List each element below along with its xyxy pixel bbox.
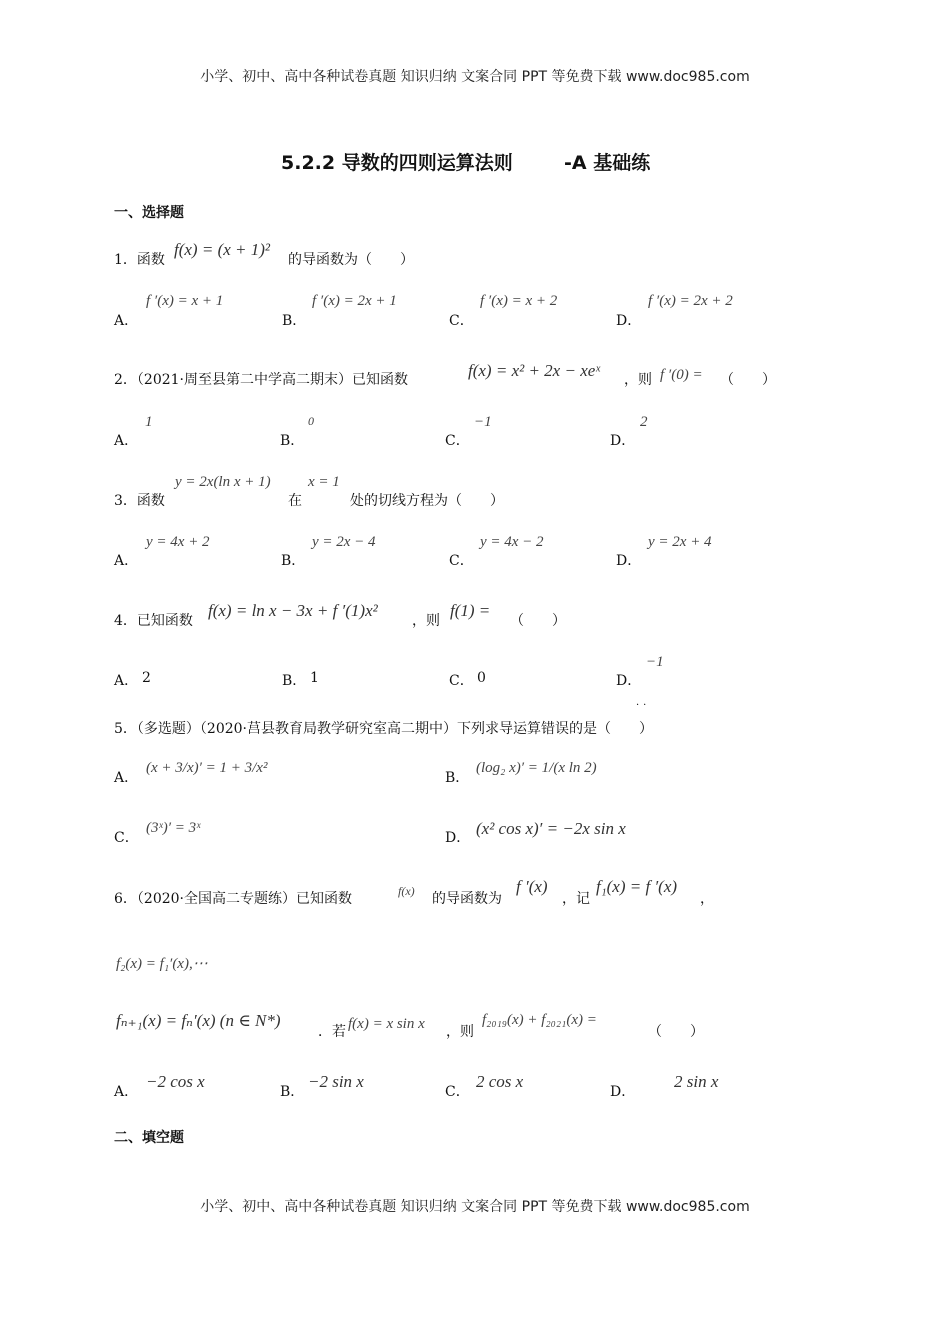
q5-option-d: (x² cos x)′ = −2x sin x [476,819,626,838]
q2-suffix: （ ） [720,372,776,388]
page-title: 5.2.2 导数的四则运算法则 [281,152,513,174]
q6-end1: ， [700,891,714,907]
q1-option-b-label: B． [282,313,307,329]
q6-suffix: （ ） [648,1024,704,1040]
q2-formula2: f ′(0) = [660,367,703,383]
q6-option-c: 2 cos x [476,1072,524,1091]
q4-option-c: 0 [477,670,486,686]
q3-prefix: 3．函数 [114,493,165,509]
q2-option-c: −1 [474,414,492,430]
q2-mid: ，则 [624,372,652,388]
q5-option-d-label: D． [445,830,471,846]
q3-option-b-label: B． [281,553,306,569]
q2-option-a: 1 [145,414,153,430]
q3-option-c: y = 4x − 2 [480,534,544,550]
q6-f1: f(x) [398,884,415,898]
q6-line2: f₂(x) = f₁′(x),⋯ [116,956,208,972]
q3-option-d-label: D． [616,553,642,569]
q5-text: 5．（多选题）（2020·莒县教育局教学研究室高二期中）下列求导运算错误的是（ ） [114,721,653,737]
emphasis-dots: ·· [636,700,651,711]
q6-line3: fₙ₊₁(x) = fₙ′(x) (n ∈ N*) [116,1011,281,1030]
q1-option-b: f ′(x) = 2x + 1 [312,293,397,309]
q1-option-d-label: D． [616,313,642,329]
q4-option-b: 1 [310,670,319,686]
q6-option-d: 2 sin x [674,1072,719,1091]
q5-option-c-label: C． [114,830,139,846]
q2-option-b-label: B． [280,433,305,449]
q2-option-a-label: A． [114,433,139,449]
q3-option-c-label: C． [449,553,474,569]
page-title-suffix: -A 基础练 [564,152,651,174]
q5-option-c: (3ˣ)′ = 3ˣ [146,820,201,836]
page-header: 小学、初中、高中各种试卷真题 知识归纳 文案合同 PPT 等免费下载 www.doc985.com [200,69,750,85]
q1-option-d: f ′(x) = 2x + 2 [648,293,733,309]
q6-f4: f(x) = x sin x [348,1016,425,1032]
q3-option-a: y = 4x + 2 [146,534,210,550]
q6-mid1: 的导函数为 [432,891,502,907]
q4-option-b-label: B． [282,673,307,689]
q3-option-b: y = 2x − 4 [312,534,376,550]
q1-option-c-label: C． [449,313,474,329]
q4-option-c-label: C． [449,673,474,689]
section-heading-choice: 一、选择题 [114,205,184,221]
q6-option-b: −2 sin x [308,1072,364,1091]
q4-option-d: −1 [646,654,664,670]
q6-option-b-label: B． [280,1084,305,1100]
q6-f5: f₂₀₁₉(x) + f₂₀₂₁(x) = [482,1012,597,1028]
q2-prefix: 2．（2021·周至县第二中学高二期末）已知函数 [114,372,408,388]
q2-option-d-label: D． [610,433,636,449]
q1-option-a-label: A． [114,313,139,329]
q6-mid3: ．若 [318,1024,346,1040]
q6-option-c-label: C． [445,1084,470,1100]
section-heading-fill: 二、填空题 [114,1130,184,1146]
q5-option-b-label: B． [445,770,470,786]
q1-option-c: f ′(x) = x + 2 [480,293,558,309]
q6-f2: f ′(x) [516,877,548,896]
q1-option-a: f ′(x) = x + 1 [146,293,224,309]
q2-option-d: 2 [640,414,648,430]
q3-mid: 在 [288,493,302,509]
q5-option-b: (log₂ x)′ = 1/(x ln 2) [476,760,597,776]
q5-option-a-label: A． [114,770,139,786]
q6-option-a-label: A． [114,1084,139,1100]
q2-option-b: 0 [308,414,314,428]
q4-prefix: 4．已知函数 [114,613,193,629]
q3-option-d: y = 2x + 4 [648,534,712,550]
q1-suffix: 的导函数为（ ） [288,252,414,268]
q4-mid: ，则 [412,613,440,629]
q6-mid2: ，记 [562,891,590,907]
q4-formula: f(x) = ln x − 3x + f ′(1)x² [208,601,378,620]
q3-formula: y = 2x(ln x + 1) [175,474,271,490]
q5-option-a: (x + 3/x)′ = 1 + 3/x² [146,760,268,776]
q2-option-c-label: C． [445,433,470,449]
q6-option-d-label: D． [610,1084,636,1100]
q4-formula2: f(1) = [450,601,491,620]
q1-formula: f(x) = (x + 1)² [174,240,270,259]
q4-suffix: （ ） [510,613,566,629]
q4-option-a-label: A． [114,673,139,689]
q4-option-d-label: D． [616,673,642,689]
q6-prefix: 6．（2020·全国高二专题练）已知函数 [114,891,352,907]
q6-option-a: −2 cos x [146,1072,205,1091]
q3-suffix: 处的切线方程为（ ） [350,493,504,509]
q2-formula: f(x) = x² + 2x − xeˣ [468,361,601,380]
q6-f3: f₁(x) = f ′(x) [596,877,678,896]
page-footer: 小学、初中、高中各种试卷真题 知识归纳 文案合同 PPT 等免费下载 www.doc985.com [200,1199,750,1215]
q4-option-a: 2 [142,670,151,686]
q3-option-a-label: A． [114,553,139,569]
q6-mid4: ，则 [446,1024,474,1040]
q3-formula2: x = 1 [308,474,340,490]
q1-prefix: 1．函数 [114,252,165,268]
